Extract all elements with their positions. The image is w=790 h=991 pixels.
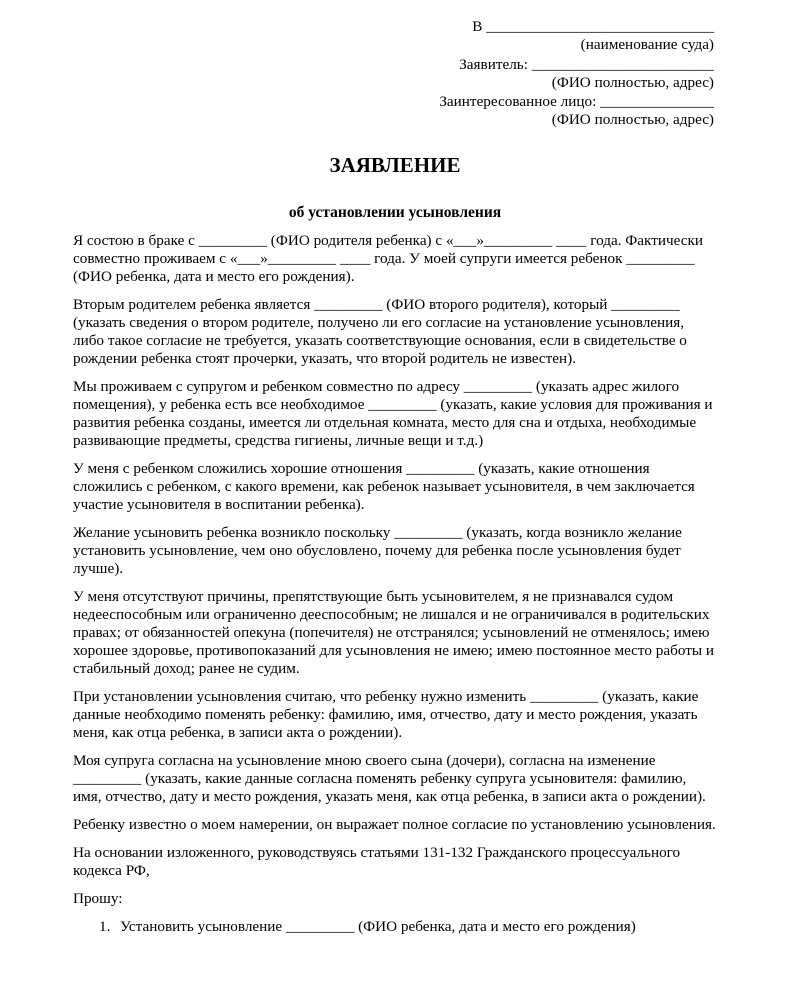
paragraph-spouse-consent: Моя супруга согласна на усыновление мною своего сына (дочери), согласна на изменение _________ (указать, какие данные согласна поменять ребенку супруга усыновителя: фамилию, имя, отчество, дату и место рождения, указать меня, как отца ребенка, в записи акта о рождении). [73,752,706,805]
request-label: Прошу: [73,890,123,907]
paragraph-eligibility: У меня отсутствуют причины, препятствующие быть усыновителем, я не признавался судом недееспособным или ограниченно дееспособным; не лишался и не ограничивался в родительских правах; от обязанностей опекуна (попечителя) не отстранялся; усыновлений не отменялось; имею хорошее здоровье, противопоказаний для усыновления не имею; имею постоянное место работы и стабильный доход; ранее не судим. [73,588,714,677]
paragraph-changes: При установлении усыновления считаю, что ребенку нужно изменить _________ (указать, какие данные необходимо поменять ребенку: фамилию, имя, отчество, дату и место рождения, указать меня, как отца ребенка, в записи акта о рождении). [73,688,699,741]
interested-party-line: Заинтересованное лицо: _______________ [439,93,714,110]
applicant-caption: (ФИО полностью, адрес) [551,74,714,91]
document-subtitle: об установлении усыновления [288,204,502,221]
paragraph-child-consent: Ребенку известно о моем намерении, он выражает полное согласие по установлению усыновления. [73,816,716,833]
request-list [73,918,718,936]
document-body [73,232,718,936]
paragraph-residence: Мы проживаем с супругом и ребенком совместно по адресу _________ (указать адрес жилого помещения), у ребенка есть все необходимое _________ (указать, какие условия для проживания и развития ребенка созданы, имеется ли отдельная комната, место для сна и отдыха, необходимые развивающие предметы, средства гигиены, личные вещи и т.д.) [73,378,713,449]
paragraph-second-parent: Вторым родителем ребенка является _________ (ФИО второго родителя), который _________ (указать сведения о втором родителе, получено ли его согласие на установление усыновления, либо такое согласие не требуется, указать соответствующие основания, если в свидетельстве о рождении ребенка стоят прочерки, указать, что второй родитель не известен). [73,296,687,367]
paragraph-motivation: Желание усыновить ребенка возникло поскольку _________ (указать, когда возникло желание установить усыновление, чем оно обусловлено, почему для ребенка после усыновления будет лучше). [73,524,682,577]
paragraph-relationship: У меня с ребенком сложились хорошие отношения _________ (указать, какие отношения сложились с ребенком, с какого времени, как ребенок называет усыновителя, в чем заключается участие усыновителя в воспитании ребенка). [73,460,695,513]
court-caption: (наименование суда) [580,36,714,53]
court-line: В ______________________________ [472,18,714,35]
interested-party-caption: (ФИО полностью, адрес) [551,111,714,128]
document-title: ЗАЯВЛЕНИЕ [329,153,461,177]
paragraph-marriage: Я состою в браке с _________ (ФИО родителя ребенка) с «___»_________ ____ года. Фактически совместно проживаем с «___»_________ ____ года. У моей супруги имеется ребенок _________ (ФИО ребенка, дата и место его рождения). [73,232,703,285]
list-item [73,918,718,936]
list-item-text: Установить усыновление _________ (ФИО ребенка, дата и место его рождения) [120,918,636,935]
list-item-number: 1. [99,918,111,935]
paragraph-legal-basis: На основании изложенного, руководствуясь статьями 131-132 Гражданского процессуального кодекса РФ, [73,844,681,879]
applicant-line: Заявитель: ________________________ [459,56,714,73]
